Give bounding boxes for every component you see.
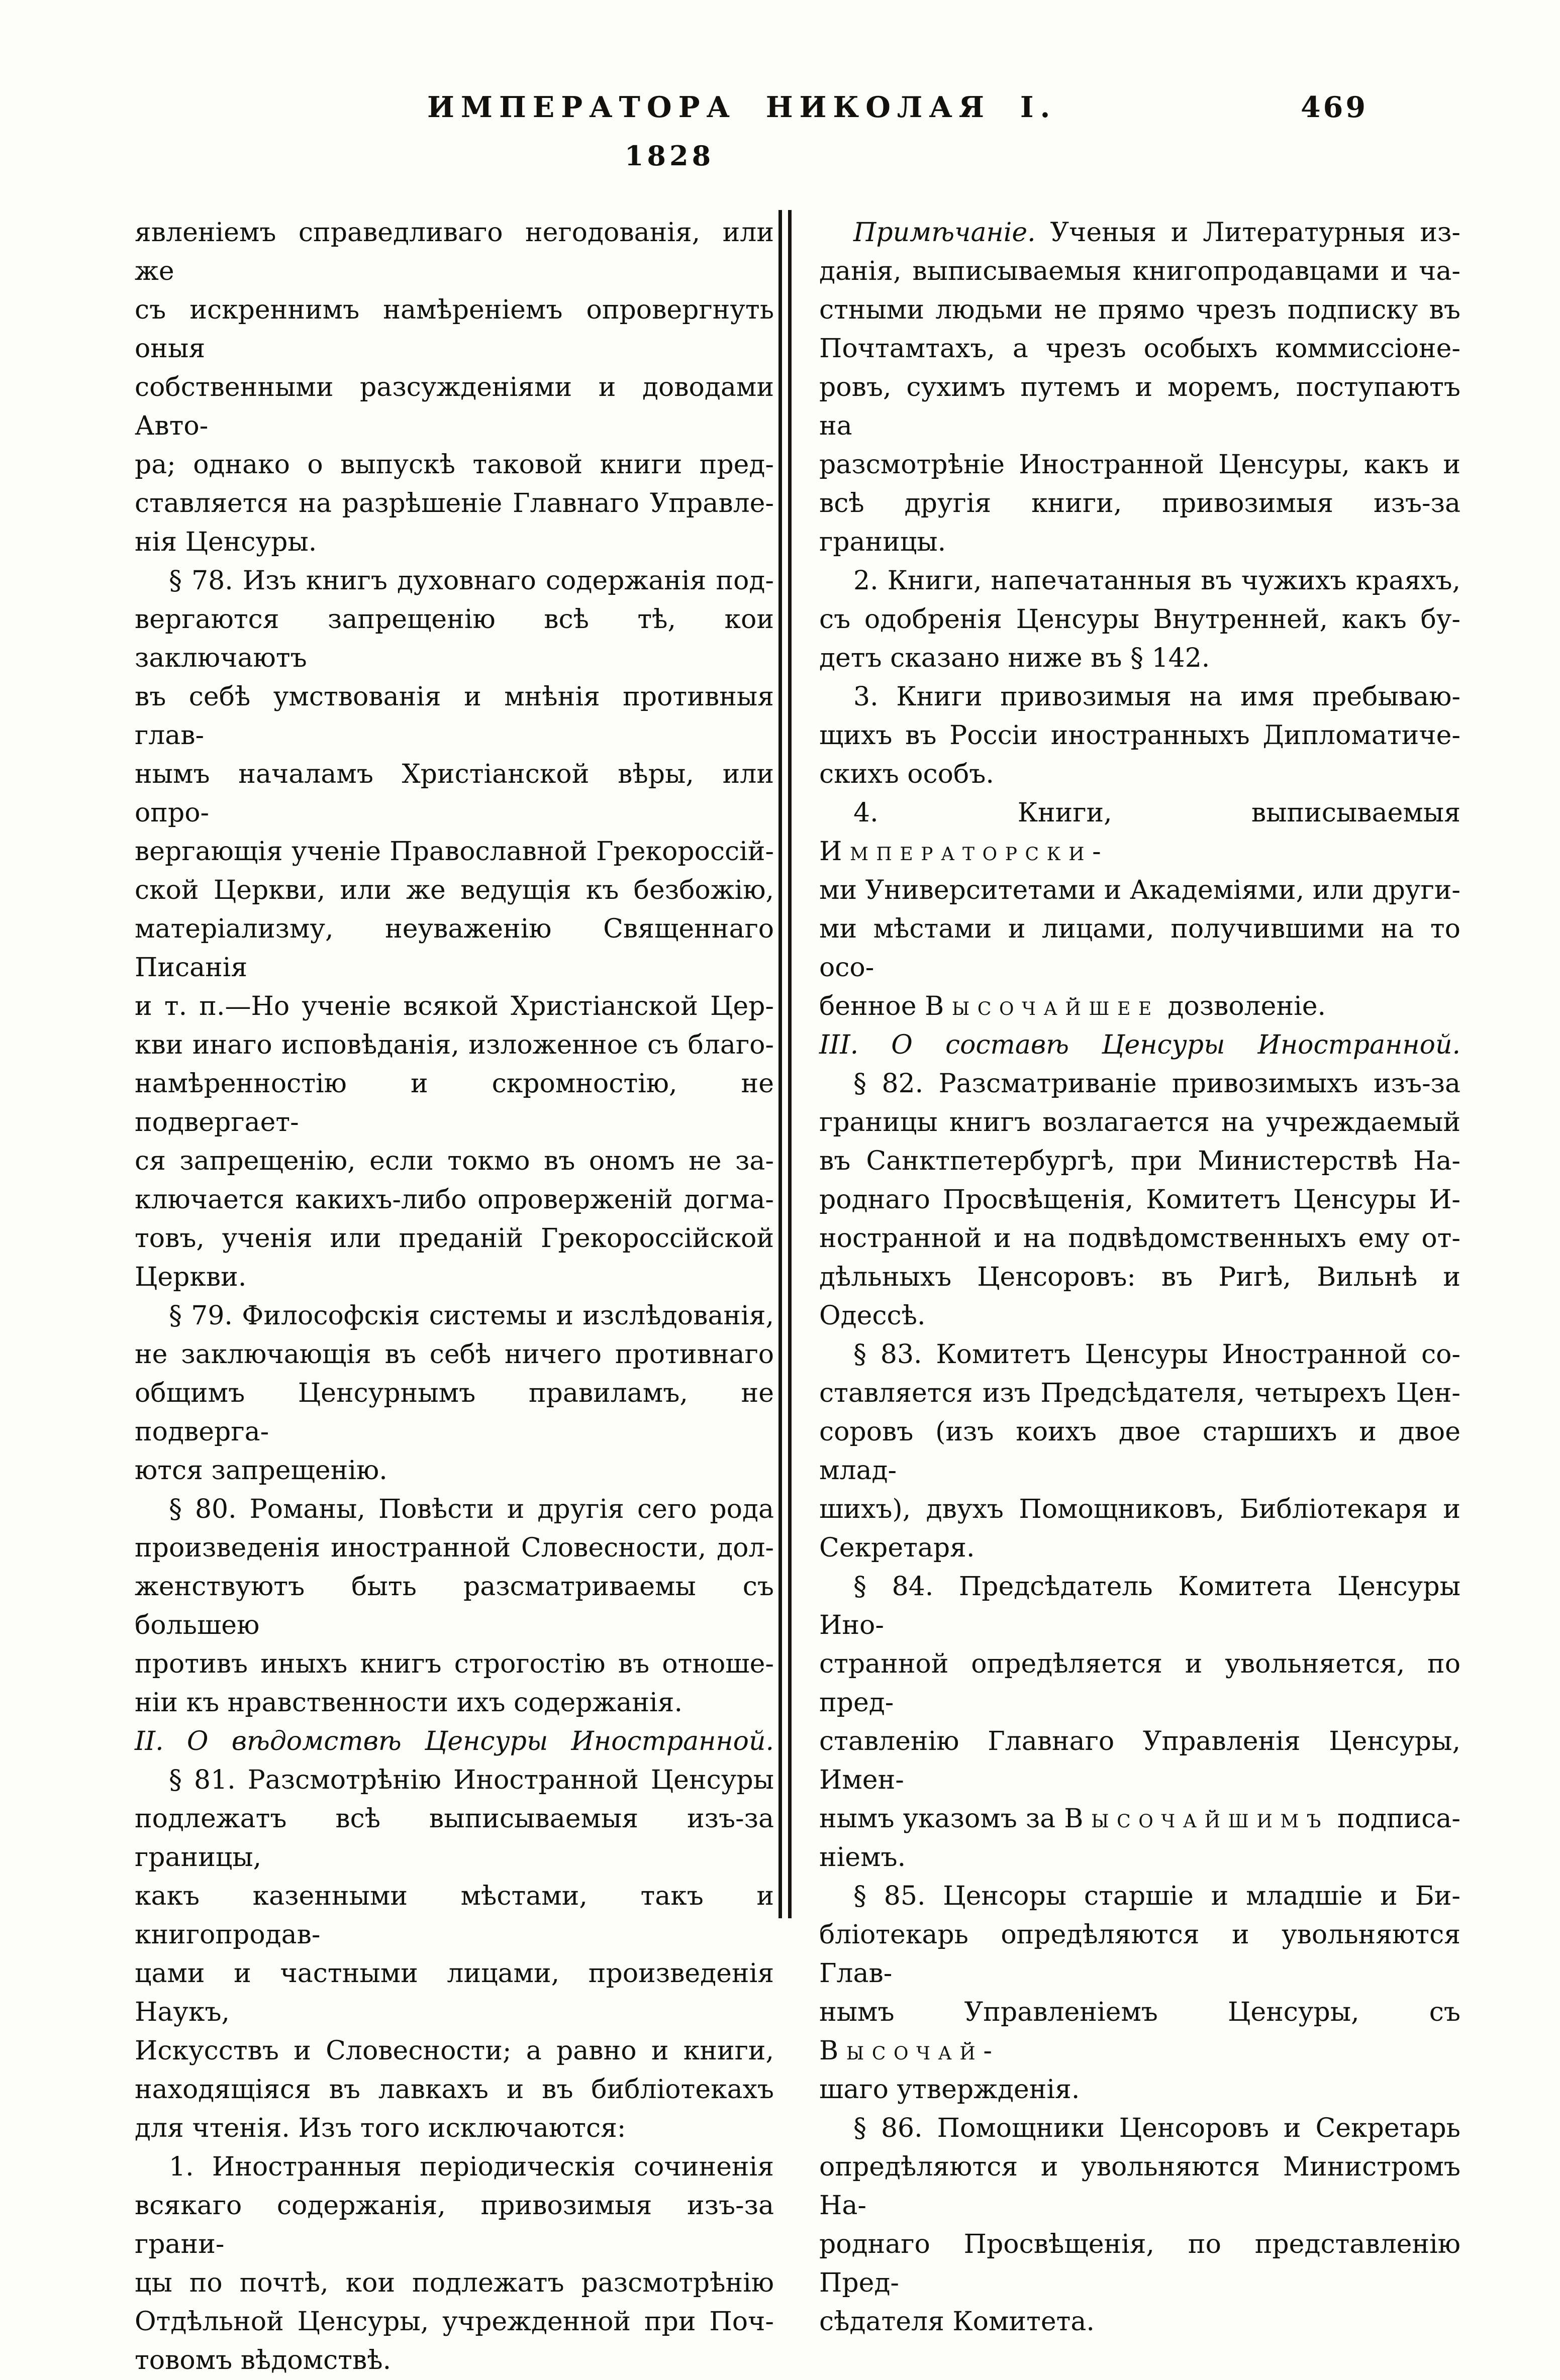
text-segment: нымъ указомъ за <box>819 1804 1064 1834</box>
text-line: цы по почтѣ, кои подлежатъ разсмотрѣнію <box>135 2268 774 2298</box>
text-line: женствуютъ быть разсматриваемы съ большею <box>135 1572 774 1640</box>
text-line: Почтамтахъ, а чрезъ особыхъ коммиссіоне- <box>819 334 1460 364</box>
text-line: ми мѣстами и лицами, получившими на то осо- <box>819 914 1460 983</box>
text-line: соровъ (изъ коихъ двое старшихъ и двое млад- <box>819 1417 1460 1486</box>
text-line: произведенія иностранной Словесности, дол- <box>135 1533 774 1563</box>
text-segment: нымъ Управленіемъ Ценсуры, съ <box>819 1997 1460 2027</box>
text-line: собственными разсужденіями и доводами Авто- <box>135 372 774 441</box>
text-segment: Ученыя и Литературныя из- <box>1035 218 1460 248</box>
letterspaced-caps-segment: Высочай- <box>819 2036 1000 2066</box>
text-line: ставленію Главнаго Управленія Ценсуры, Имен- <box>819 1726 1460 1795</box>
text-line: 1. Иностранныя періодическія сочиненія <box>169 2152 774 2182</box>
text-line: товъ, ученія или преданій Грекороссійской <box>135 1223 774 1254</box>
text-line: Отдѣльной Ценсуры, учрежденной при Поч- <box>135 2307 774 2337</box>
text-line: сѣдателя Комитета. <box>819 2307 1095 2337</box>
text-line: всякаго содержанія, привозимыя изъ-за грани- <box>135 2191 774 2259</box>
text-line: находящіяся въ лавкахъ и въ библіотекахъ <box>135 2075 774 2105</box>
italic-text-segment: Примѣчаніе. <box>853 218 1036 248</box>
text-line: явленіемъ справедливаго негодованія, или же <box>135 218 774 286</box>
page-year: 1828 <box>624 140 715 172</box>
text-line: матеріализму, неуваженію Священнаго Писанія <box>135 914 774 983</box>
text-line <box>819 794 1460 871</box>
text-line: въ себѣ умствованія и мнѣнія противныя глав- <box>135 682 774 751</box>
text-line: § 80. Романы, Повѣсти и другія сего рода <box>169 1494 774 1524</box>
text-line: § 84. Предсѣдатель Комитета Ценсуры Ино- <box>819 1572 1460 1640</box>
page-header-title: ИМПЕРАТОРА НИКОЛАЯ I. <box>427 90 1057 124</box>
text-line: § 82. Разсматриваніе привозимыхъ изъ-за <box>853 1069 1460 1099</box>
text-line: II. О вѣдомствѣ Ценсуры Иностранной. <box>135 1726 774 1756</box>
text-line <box>819 1993 1460 2071</box>
text-line: не заключающія въ себѣ ничего противнаго <box>135 1339 774 1370</box>
text-line <box>819 214 1460 252</box>
text-line <box>819 1800 1460 1838</box>
text-line: ностранной и на подвѣдомственныхъ ему от- <box>819 1223 1460 1254</box>
text-line: § 78. Изъ книгъ духовнаго содержанія под- <box>169 566 774 596</box>
text-line: данія, выписываемыя книгопродавцами и ча- <box>819 256 1460 286</box>
text-line: ся запрещенію, если токмо въ ономъ не за- <box>135 1146 774 1176</box>
column-divider-rule <box>778 210 792 1918</box>
text-line: щихъ въ Россіи иностранныхъ Дипломатиче- <box>819 720 1460 751</box>
text-line: ются запрещенію. <box>135 1456 387 1486</box>
text-line: стными людьми не прямо чрезъ подписку въ <box>819 295 1460 325</box>
letterspaced-caps-segment: Высочайшимъ <box>1064 1804 1329 1834</box>
text-line: Искусствъ и Словесности; а равно и книги, <box>135 2036 774 2066</box>
text-line: подлежатъ всѣ выписываемыя изъ-за границы, <box>135 1804 774 1873</box>
text-line: какъ казенными мѣстами, такъ и книгопродав- <box>135 1881 774 1950</box>
text-line: вергаются запрещенію всѣ тѣ, кои заключаютъ <box>135 604 774 673</box>
text-line: странной опредѣляется и увольняется, по пред- <box>819 1649 1460 1718</box>
text-segment: подписа- <box>1328 1804 1460 1834</box>
text-line: ставляется на разрѣшеніе Главнаго Управле- <box>135 488 774 519</box>
text-line: ніи къ нравственности ихъ содержанія. <box>135 1688 683 1718</box>
text-line: цами и частными лицами, произведенія Наукъ, <box>135 1958 774 2027</box>
text-line: ніемъ. <box>819 1842 906 1873</box>
text-line: § 83. Комитетъ Ценсуры Иностранной со- <box>853 1339 1460 1370</box>
text-line: вергающія ученіе Православной Грекороссій- <box>135 837 774 867</box>
text-line: Церкви. <box>135 1262 247 1292</box>
text-line: нымъ началамъ Христіанской вѣры, или опро- <box>135 759 774 828</box>
text-line: разсмотрѣніе Иностранной Ценсуры, какъ и <box>819 450 1460 480</box>
text-line: ми Университетами и Академіями, или други- <box>819 875 1460 905</box>
text-line: намѣренностію и скромностію, не подвергает- <box>135 1069 774 1137</box>
text-line: ставляется изъ Предсѣдателя, четырехъ Цен- <box>819 1378 1460 1408</box>
text-line: ровъ, сухимъ путемъ и моремъ, поступаютъ на <box>819 372 1460 441</box>
text-segment: бенное <box>819 991 925 1021</box>
text-line: и т. п.—Но ученіе всякой Христіанской Цер- <box>135 991 774 1021</box>
text-line: опредѣляются и увольняются Министромъ На- <box>819 2152 1460 2221</box>
left-column <box>135 214 774 2380</box>
text-line: 3. Книги привозимыя на имя пребываю- <box>853 682 1460 712</box>
text-line: противъ иныхъ книгъ строгостію въ отноше- <box>135 1649 774 1679</box>
text-line: § 86. Помощники Ценсоровъ и Секретарь <box>853 2113 1460 2143</box>
text-line: скихъ особъ. <box>819 759 994 789</box>
text-line: III. О составѣ Ценсуры Иностранной. <box>819 1030 1460 1060</box>
text-line: шаго утвержденія. <box>819 2075 1080 2105</box>
text-line: границы книгъ возлагается на учреждаемый <box>819 1107 1460 1137</box>
text-line: роднаго Просвѣщенія, по представленію Пред- <box>819 2229 1460 2298</box>
text-line: нія Ценсуры. <box>135 527 317 557</box>
text-segment: 4. Книги, выписываемыя <box>853 798 1460 828</box>
text-line: дѣльныхъ Ценсоровъ: въ Ригѣ, Вильнѣ и Одессѣ. <box>819 1262 1460 1331</box>
right-column <box>819 214 1460 2341</box>
text-line: для чтенія. Изъ того исключаются: <box>135 2113 626 2143</box>
page-number: 469 <box>1301 90 1368 124</box>
text-line: детъ сказано ниже въ § 142. <box>819 643 1210 673</box>
text-line: § 81. Разсмотрѣнію Иностранной Ценсуры <box>169 1765 774 1795</box>
text-line: ра; однако о выпускѣ таковой книги пред- <box>135 450 774 480</box>
text-line: всѣ другія книги, привозимыя изъ-за границы. <box>819 488 1460 557</box>
text-segment: дозволеніе. <box>1159 991 1326 1021</box>
text-line: ской Церкви, или же ведущія къ безбожію, <box>135 875 774 905</box>
text-line: товомъ вѣдомствѣ. <box>135 2345 392 2375</box>
text-line: шихъ), двухъ Помощниковъ, Библіотекаря и <box>819 1494 1460 1524</box>
text-line: кви инаго исповѣданія, изложенное съ благо- <box>135 1030 774 1060</box>
text-line: 2. Книги, напечатанныя въ чужихъ краяхъ, <box>853 566 1460 596</box>
text-line: роднаго Просвѣщенія, Комитетъ Ценсуры И- <box>819 1185 1460 1215</box>
text-line: § 85. Ценсоры старшіе и младшіе и Би- <box>853 1881 1460 1911</box>
text-line <box>819 987 1460 1026</box>
text-line: съ искреннимъ намѣреніемъ опровергнуть оныя <box>135 295 774 364</box>
letterspaced-caps-segment: Высочайшее <box>925 991 1159 1021</box>
text-line: общимъ Ценсурнымъ правиламъ, не подверга- <box>135 1378 774 1447</box>
text-line: ключается какихъ-либо опроверженій догма- <box>135 1185 774 1215</box>
letterspaced-caps-segment: Императорски- <box>819 837 1109 867</box>
text-line: Секретаря. <box>819 1533 975 1563</box>
text-line: § 79. Философскія системы и изслѣдованія, <box>169 1301 774 1331</box>
text-line: бліотекарь опредѣляются и увольняются Глав- <box>819 1920 1460 1989</box>
text-line: съ одобренія Ценсуры Внутренней, какъ бу- <box>819 604 1460 635</box>
text-line: въ Санктпетербургѣ, при Министерствѣ На- <box>819 1146 1460 1176</box>
